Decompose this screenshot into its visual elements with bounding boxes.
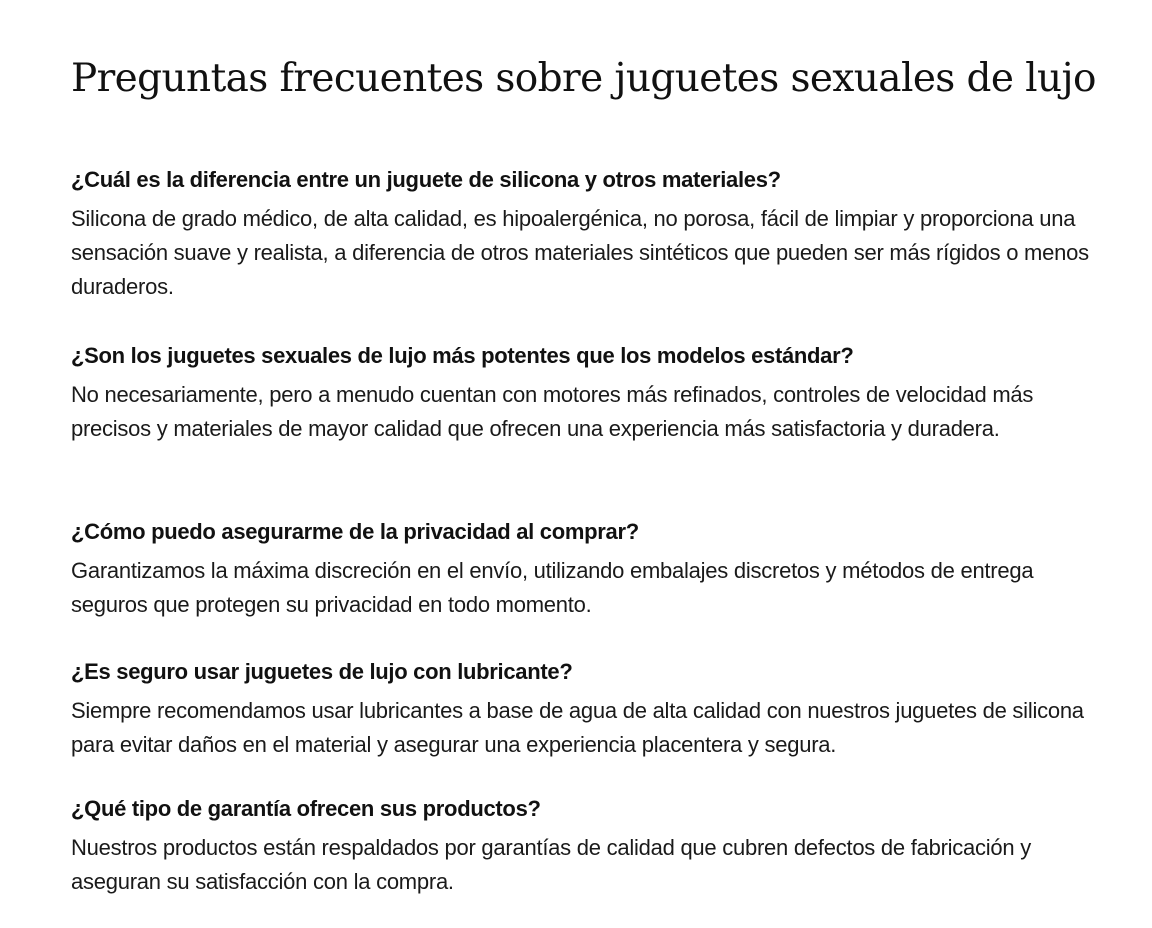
page-title: Preguntas frecuentes sobre juguetes sexuales de lujo: [71, 56, 1096, 101]
faq-answer: No necesariamente, pero a menudo cuentan con motores más refinados, controles de velocidad más precisos y materiales de mayor calidad que ofrecen una experiencia más satisfactoria y duradera.: [71, 382, 1034, 441]
faq-question: ¿Es seguro usar juguetes de lujo con lubricante?: [71, 659, 573, 684]
faq-item: [71, 656, 1131, 762]
faq-item: [71, 793, 1131, 899]
faq-answer: Silicona de grado médico, de alta calidad, es hipoalergénica, no porosa, fácil de limpiar y proporciona una sensación suave y realista, a diferencia de otros materiales sintéticos que pueden ser más rígidos o menos duraderos.: [71, 206, 1089, 299]
faq-question: ¿Cuál es la diferencia entre un juguete de silicona y otros materiales?: [71, 167, 781, 192]
faq-item: [71, 340, 1131, 446]
faq-question: ¿Son los juguetes sexuales de lujo más potentes que los modelos estándar?: [71, 343, 854, 368]
faq-question: ¿Cómo puedo asegurarme de la privacidad al comprar?: [71, 519, 639, 544]
faq-question: ¿Qué tipo de garantía ofrecen sus productos?: [71, 796, 541, 821]
faq-answer: Garantizamos la máxima discreción en el envío, utilizando embalajes discretos y métodos de entrega seguros que protegen su privacidad en todo momento.: [71, 558, 1034, 617]
faq-answer: Siempre recomendamos usar lubricantes a base de agua de alta calidad con nuestros juguetes de silicona para evitar daños en el material y asegurar una experiencia placentera y segura.: [71, 698, 1084, 757]
faq-answer: Nuestros productos están respaldados por garantías de calidad que cubren defectos de fabricación y aseguran su satisfacción con la compra.: [71, 835, 1031, 894]
faq-item: [71, 164, 1131, 304]
faq-item: [71, 516, 1131, 622]
